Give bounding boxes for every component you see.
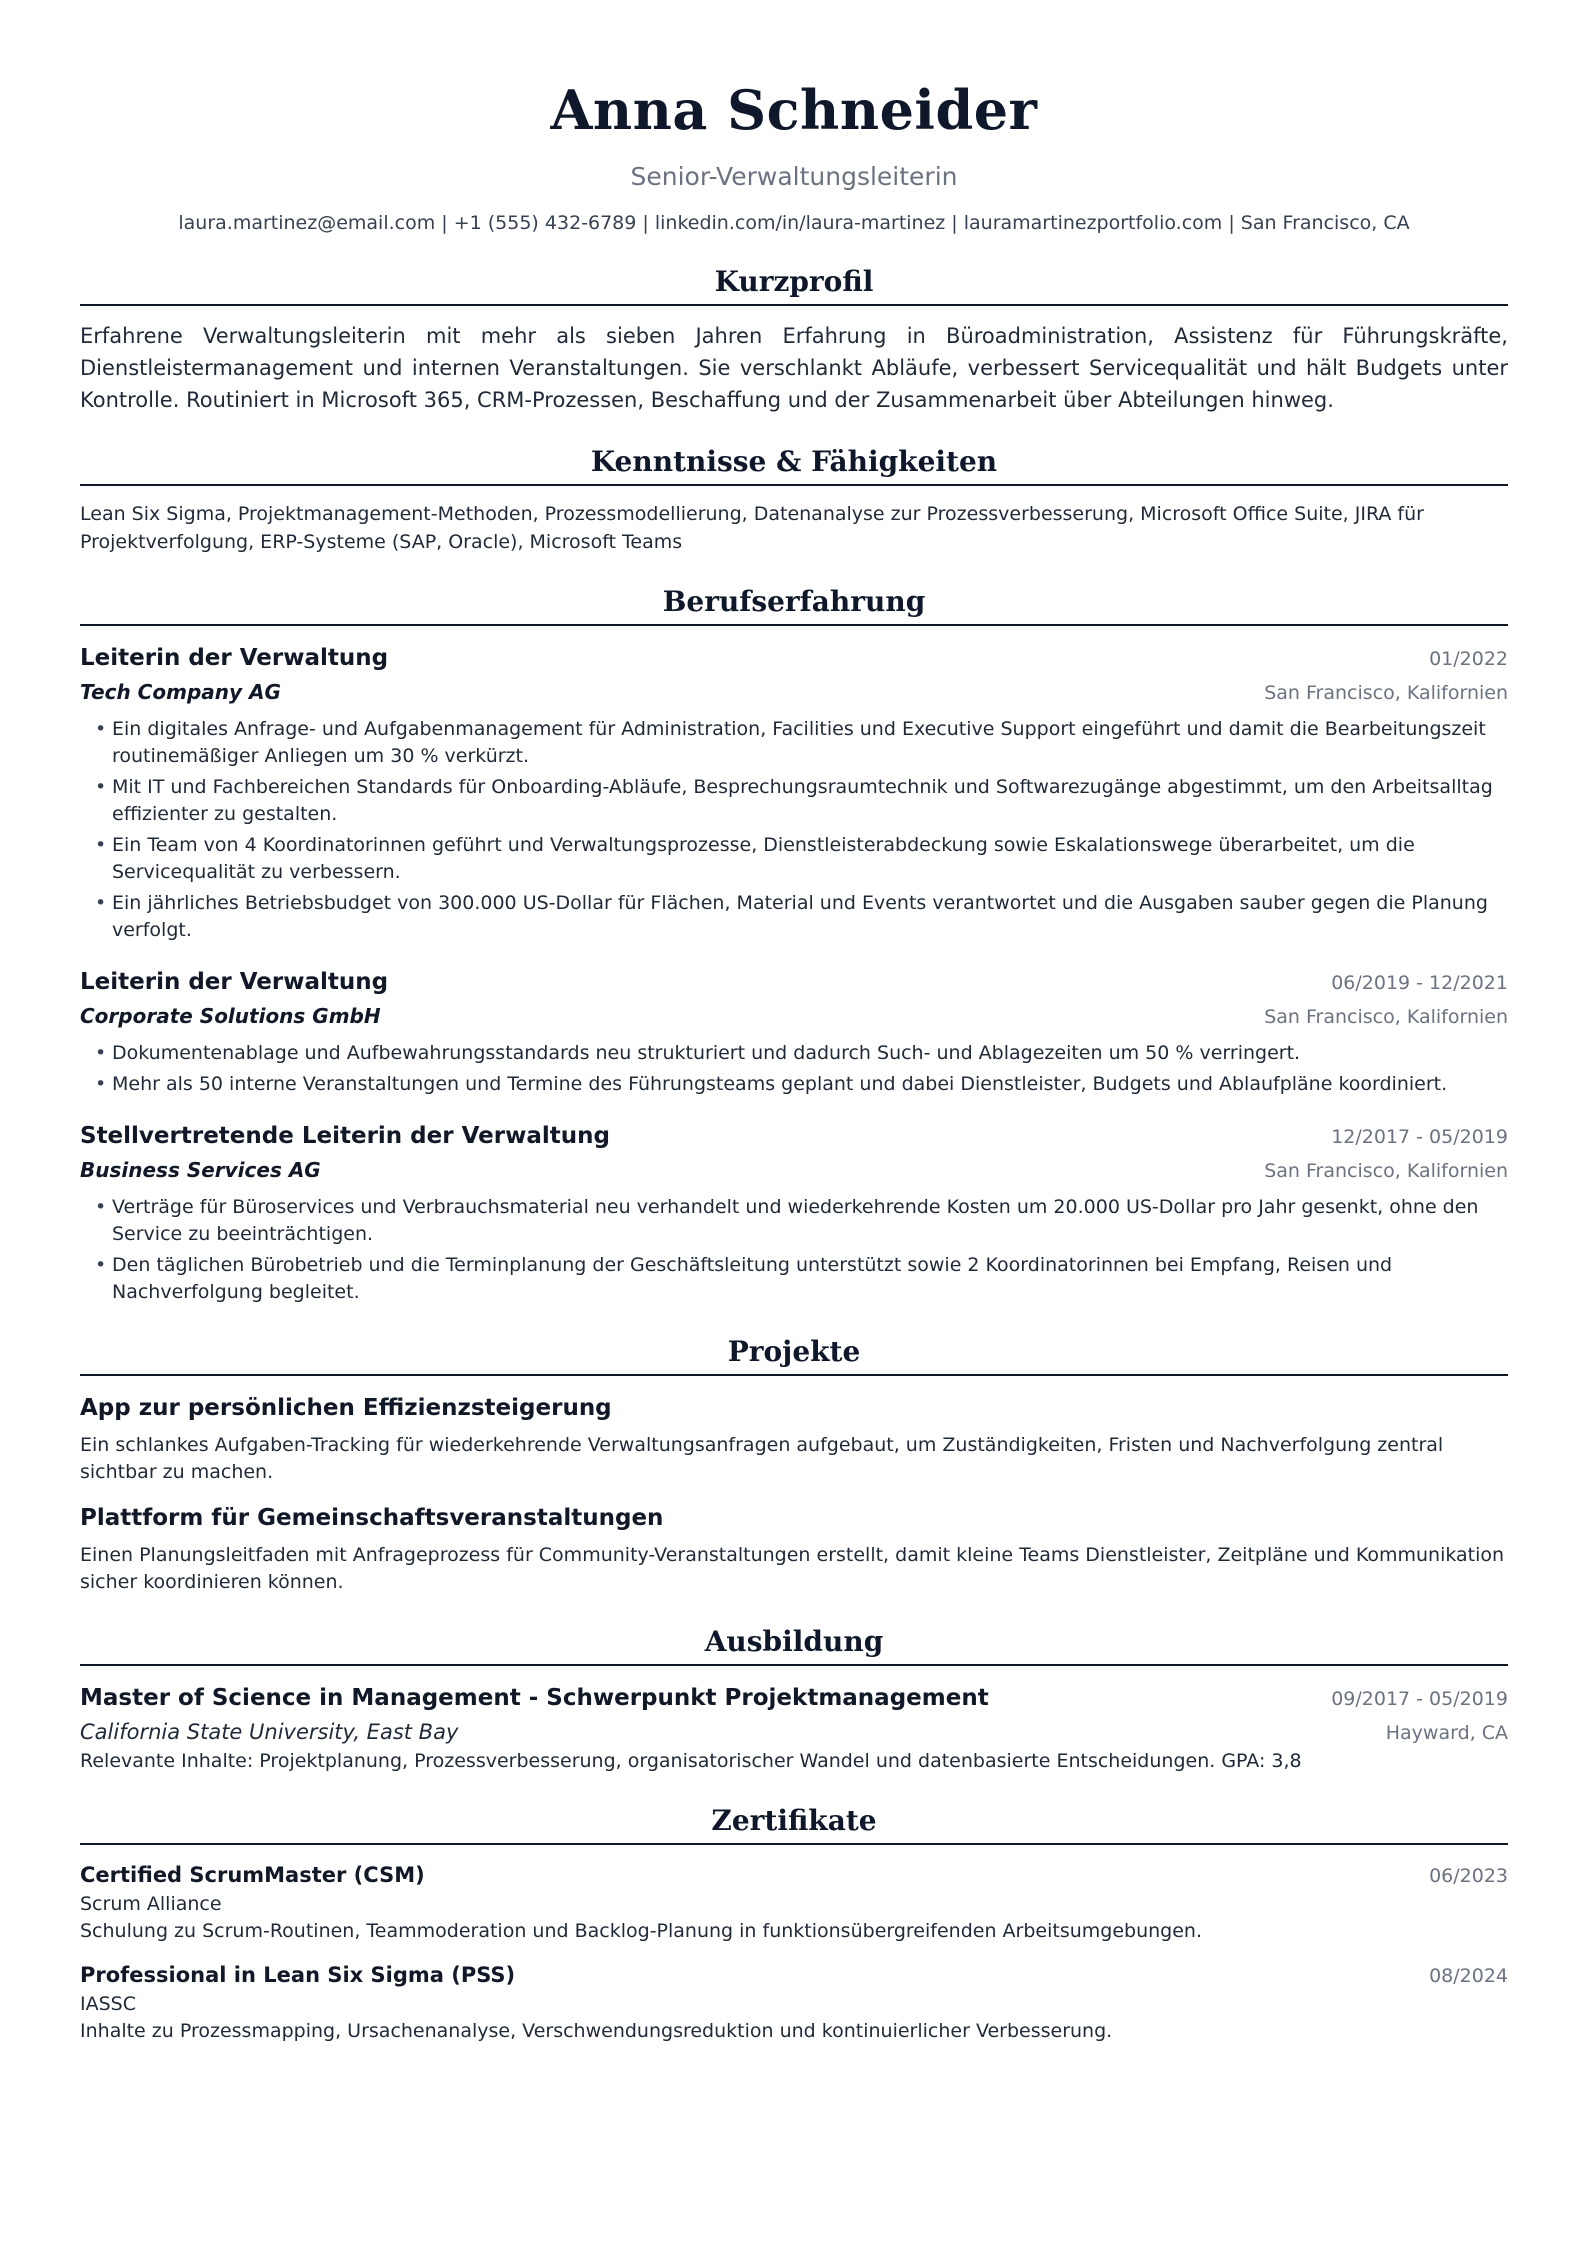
job-bullet: • Mehr als 50 interne Veranstaltungen und Termine des Führungsteams geplant und dabei Dienstleister, Budgets und Ablaufpläne koordiniert. — [112, 1071, 1508, 1098]
school-name: California State University, East Bay — [80, 1720, 459, 1744]
job-bullets — [80, 716, 1508, 944]
job-bullet: • Ein digitales Anfrage- und Aufgabenmanagement für Administration, Facilities und Executive Support eingeführt und damit die Bearbeitungszeit routinemäßiger Anliegen um 30 % verkürzt. — [112, 716, 1508, 770]
certificate-date: 06/2023 — [1429, 1865, 1508, 1887]
education-section — [80, 1624, 1508, 1775]
school-location: Hayward, CA — [1385, 1722, 1508, 1744]
job-bullet: • Mit IT und Fachbereichen Standards für Onboarding-Abläufe, Besprechungsraumtechnik und Softwarezugänge abgestimmt, um den Arbeitsalltag effizienter zu gestalten. — [112, 774, 1508, 828]
certificate-description: Schulung zu Scrum-Routinen, Teammoderation und Backlog-Planung in funktionsübergreifenden Arbeitsumgebungen. — [80, 1920, 1202, 1942]
skills-text: Lean Six Sigma, Projektmanagement-Methoden, Prozessmodellierung, Datenanalyse zur Prozessverbesserung, Microsoft Office Suite, JIRA für Projektverfolgung, ERP-Systeme (SAP, Oracle), Microsoft Teams — [80, 503, 1424, 553]
job-date: 01/2022 — [1429, 648, 1508, 670]
certificate-entry — [80, 1859, 1508, 1945]
certificate-date: 08/2024 — [1429, 1965, 1508, 1987]
job-bullet: • Ein Team von 4 Koordinatorinnen geführt und Verwaltungsprozesse, Dienstleisterabdeckung sowie Eskalationswege überarbeitet, um die Servicequalität zu verbessern. — [112, 832, 1508, 886]
section-heading-education: Ausbildung — [80, 1624, 1508, 1666]
job-location: San Francisco, Kalifornien — [1264, 1006, 1508, 1028]
experience-section — [80, 584, 1508, 1306]
job-date: 06/2019 - 12/2021 — [1331, 972, 1508, 994]
education-details: Relevante Inhalte: Projektplanung, Prozessverbesserung, organisatorischer Wandel und datenbasierte Entscheidungen. GPA: 3,8 — [80, 1750, 1302, 1772]
job-location: San Francisco, Kalifornien — [1264, 1160, 1508, 1182]
project-entry — [80, 1500, 1508, 1596]
education-date: 09/2017 - 05/2019 — [1331, 1688, 1508, 1710]
job-entry — [80, 1118, 1508, 1306]
certificate-description: Inhalte zu Prozessmapping, Ursachenanalyse, Verschwendungsreduktion und kontinuierlicher Verbesserung. — [80, 2020, 1113, 2042]
summary-text: Erfahrene Verwaltungsleiterin mit mehr als sieben Jahren Erfahrung in Büroadministration, Assistenz für Führungskräfte, Dienstleistermanagement und internen Veranstaltungen. Sie verschlankt Abläufe, verbessert Servicequalität und hält Budgets unter Kontrolle. Routiniert in Microsoft 365, CRM-Prozessen, Beschaffung und der Zusammenarbeit über Abteilungen hinweg. — [80, 324, 1508, 412]
candidate-title: Senior-Verwaltungsleiterin — [630, 162, 958, 191]
job-role: Stellvertretende Leiterin der Verwaltung — [80, 1123, 610, 1149]
education-entry — [80, 1680, 1508, 1775]
summary-section — [80, 264, 1508, 416]
job-company: Corporate Solutions GmbH — [80, 1004, 381, 1028]
candidate-name: Anna Schneider — [550, 78, 1038, 142]
job-entry — [80, 964, 1508, 1098]
skills-section — [80, 444, 1508, 556]
job-date: 12/2017 - 05/2019 — [1331, 1126, 1508, 1148]
certificate-title: Certified ScrumMaster (CSM) — [80, 1863, 425, 1887]
section-heading-experience: Berufserfahrung — [80, 584, 1508, 626]
certificate-issuer: Scrum Alliance — [80, 1893, 222, 1915]
job-bullet: • Verträge für Büroservices und Verbrauchsmaterial neu verhandelt und wiederkehrende Kosten um 20.000 US-Dollar pro Jahr gesenkt, ohne den Service zu beeinträchtigen. — [112, 1194, 1508, 1248]
resume-header — [80, 78, 1508, 236]
certificate-title: Professional in Lean Six Sigma (PSS) — [80, 1963, 516, 1987]
job-location: San Francisco, Kalifornien — [1264, 682, 1508, 704]
project-description: Ein schlankes Aufgaben-Tracking für wiederkehrende Verwaltungsanfragen aufgebaut, um Zuständigkeiten, Fristen und Nachverfolgung zentral sichtbar zu machen. — [80, 1434, 1444, 1483]
section-heading-summary: Kurzprofil — [80, 264, 1508, 306]
contact-line: laura.martinez@email.com | +1 (555) 432-6789 | linkedin.com/in/laura-martinez | lauramartinezportfolio.com | San Francisco, CA — [178, 212, 1410, 234]
certificates-section — [80, 1803, 1508, 2045]
job-bullets — [80, 1040, 1508, 1098]
job-bullet: • Dokumentenablage und Aufbewahrungsstandards neu strukturiert und dadurch Such- und Ablagezeiten um 50 % verringert. — [112, 1040, 1508, 1067]
job-bullet: • Ein jährliches Betriebsbudget von 300.000 US-Dollar für Flächen, Material und Events verantwortet und die Ausgaben sauber gegen die Planung verfolgt. — [112, 890, 1508, 944]
job-role: Leiterin der Verwaltung — [80, 969, 389, 995]
job-company: Tech Company AG — [80, 680, 281, 704]
certificate-entry — [80, 1959, 1508, 2045]
job-bullets — [80, 1194, 1508, 1306]
project-entry — [80, 1390, 1508, 1486]
job-bullet: • Den täglichen Bürobetrieb und die Terminplanung der Geschäftsleitung unterstützt sowie 2 Koordinatorinnen bei Empfang, Reisen und Nachverfolgung begleitet. — [112, 1252, 1508, 1306]
project-title: Plattform für Gemeinschaftsveranstaltungen — [80, 1505, 664, 1531]
degree-title: Master of Science in Management - Schwerpunkt Projektmanagement — [80, 1685, 989, 1711]
job-role: Leiterin der Verwaltung — [80, 645, 389, 671]
project-description: Einen Planungsleitfaden mit Anfrageprozess für Community-Veranstaltungen erstellt, damit kleine Teams Dienstleister, Zeitpläne und Kommunikation sicher koordinieren können. — [80, 1544, 1505, 1593]
section-heading-skills: Kenntnisse & Fähigkeiten — [80, 444, 1508, 486]
section-heading-projects: Projekte — [80, 1334, 1508, 1376]
section-heading-certificates: Zertifikate — [80, 1803, 1508, 1845]
job-entry — [80, 640, 1508, 944]
projects-section — [80, 1334, 1508, 1596]
job-company: Business Services AG — [80, 1158, 321, 1182]
project-title: App zur persönlichen Effizienzsteigerung — [80, 1395, 612, 1421]
certificate-issuer: IASSC — [80, 1993, 136, 2015]
